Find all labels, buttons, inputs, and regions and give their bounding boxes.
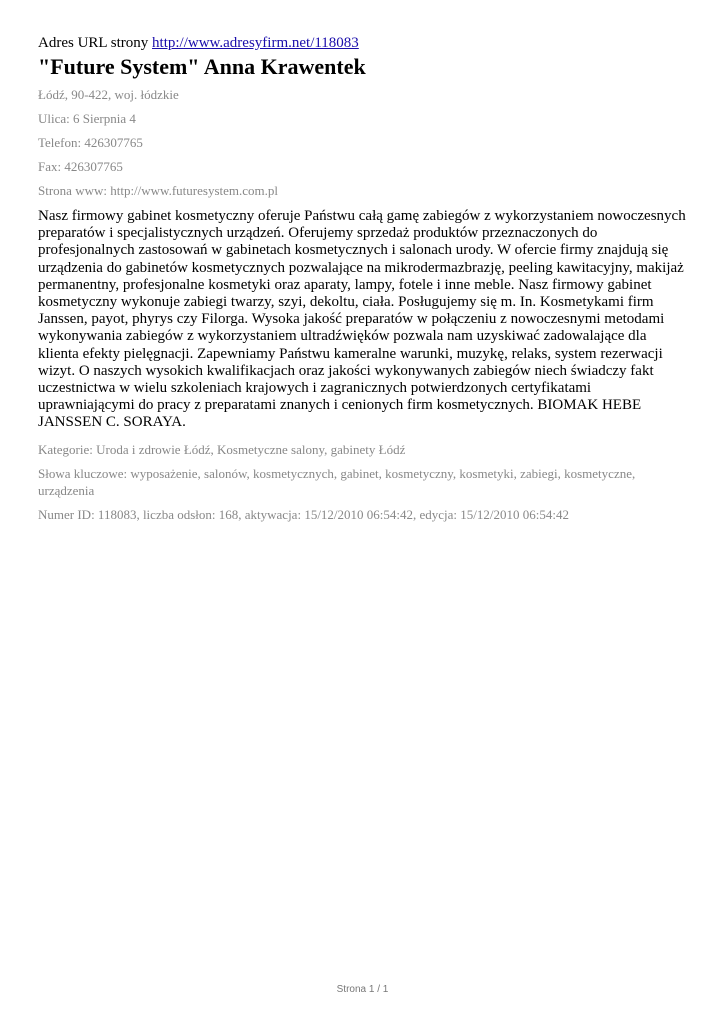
phone-line: Telefon: 426307765 [38, 135, 143, 150]
website-line: Strona www: http://www.futuresystem.com.pl [38, 183, 278, 198]
street-line: Ulica: 6 Sierpnia 4 [38, 111, 136, 126]
page-number: Strona 1 / 1 [336, 984, 389, 995]
fax-line: Fax: 426307765 [38, 159, 123, 174]
company-description: Nasz firmowy gabinet kosmetyczny oferuje Państwu całą gamę zabiegów z wykorzystaniem nowoczesnych preparatów i specjalistycznych urządzeń. Oferujemy sprzedaż produktów przeznaczonych do profesjonalnych zastosowań w gabinetach kosmetycznych i salonach urody. W ofercie firmy znajdują się urządzenia do gabinetów kosmetycznych pozwalające na mikrodermazbrazję, peeling kawitacyjny, makijaż permanentny, profesjonalne kosmetyki oraz aparaty, lampy, fotele i inne meble. Nasz firmowy gabinet kosmetyczny wykonuje zabiegi twarzy, szyi, dekoltu, ciała. Posługujemy się m. In. Kosmetykami firm Janssen, payot, phyrys czy Filorga. Wysoka jakość preparatów w połączeniu z nowoczesnymi metodami wykonywania zabiegów z wykorzystaniem ultradźwięków pozwala nam uzyskiwać zadowalające dla klienta efekty pielęgnacji. Zapewniamy Państwu kameralne warunki, muzykę, relaks, system rezerwacji wizyt. O naszych wysokich kwalifikacjach oraz jakości wykonywanych zabiegów niech świadczy fakt uczestnictwa w wielu szkoleniach krajowych i zagranicznych potwierdzonych certyfikatami uprawniającymi do pracy z preparatami znanych i cenionych firm kosmetycznych. BIOMAK HEBE JANSSEN C. SORAYA. [38, 208, 686, 431]
keywords-line: Słowa kluczowe: wyposażenie, salonów, kosmetycznych, gabinet, kosmetyczny, kosmetyki, zabiegi, kosmetyczne, urządzenia [38, 465, 636, 498]
page-url-line [38, 34, 690, 53]
record-info-line: Numer ID: 118083, liczba odsłon: 168, aktywacja: 15/12/2010 06:54:42, edycja: 15/12/2010 06:54:42 [38, 506, 569, 522]
city-line: Łódź, 90-422, woj. łódzkie [38, 87, 179, 102]
categories-line: Kategorie: Uroda i zdrowie Łódź, Kosmetyczne salony, gabinety Łódź [38, 441, 406, 457]
document-page [38, 34, 690, 530]
company-name-title: "Future System" Anna Krawentek [38, 54, 366, 79]
url-prefix-label: Adres URL strony [38, 35, 149, 51]
page-url-link[interactable]: http://www.adresyfirm.net/118083 [152, 35, 359, 51]
